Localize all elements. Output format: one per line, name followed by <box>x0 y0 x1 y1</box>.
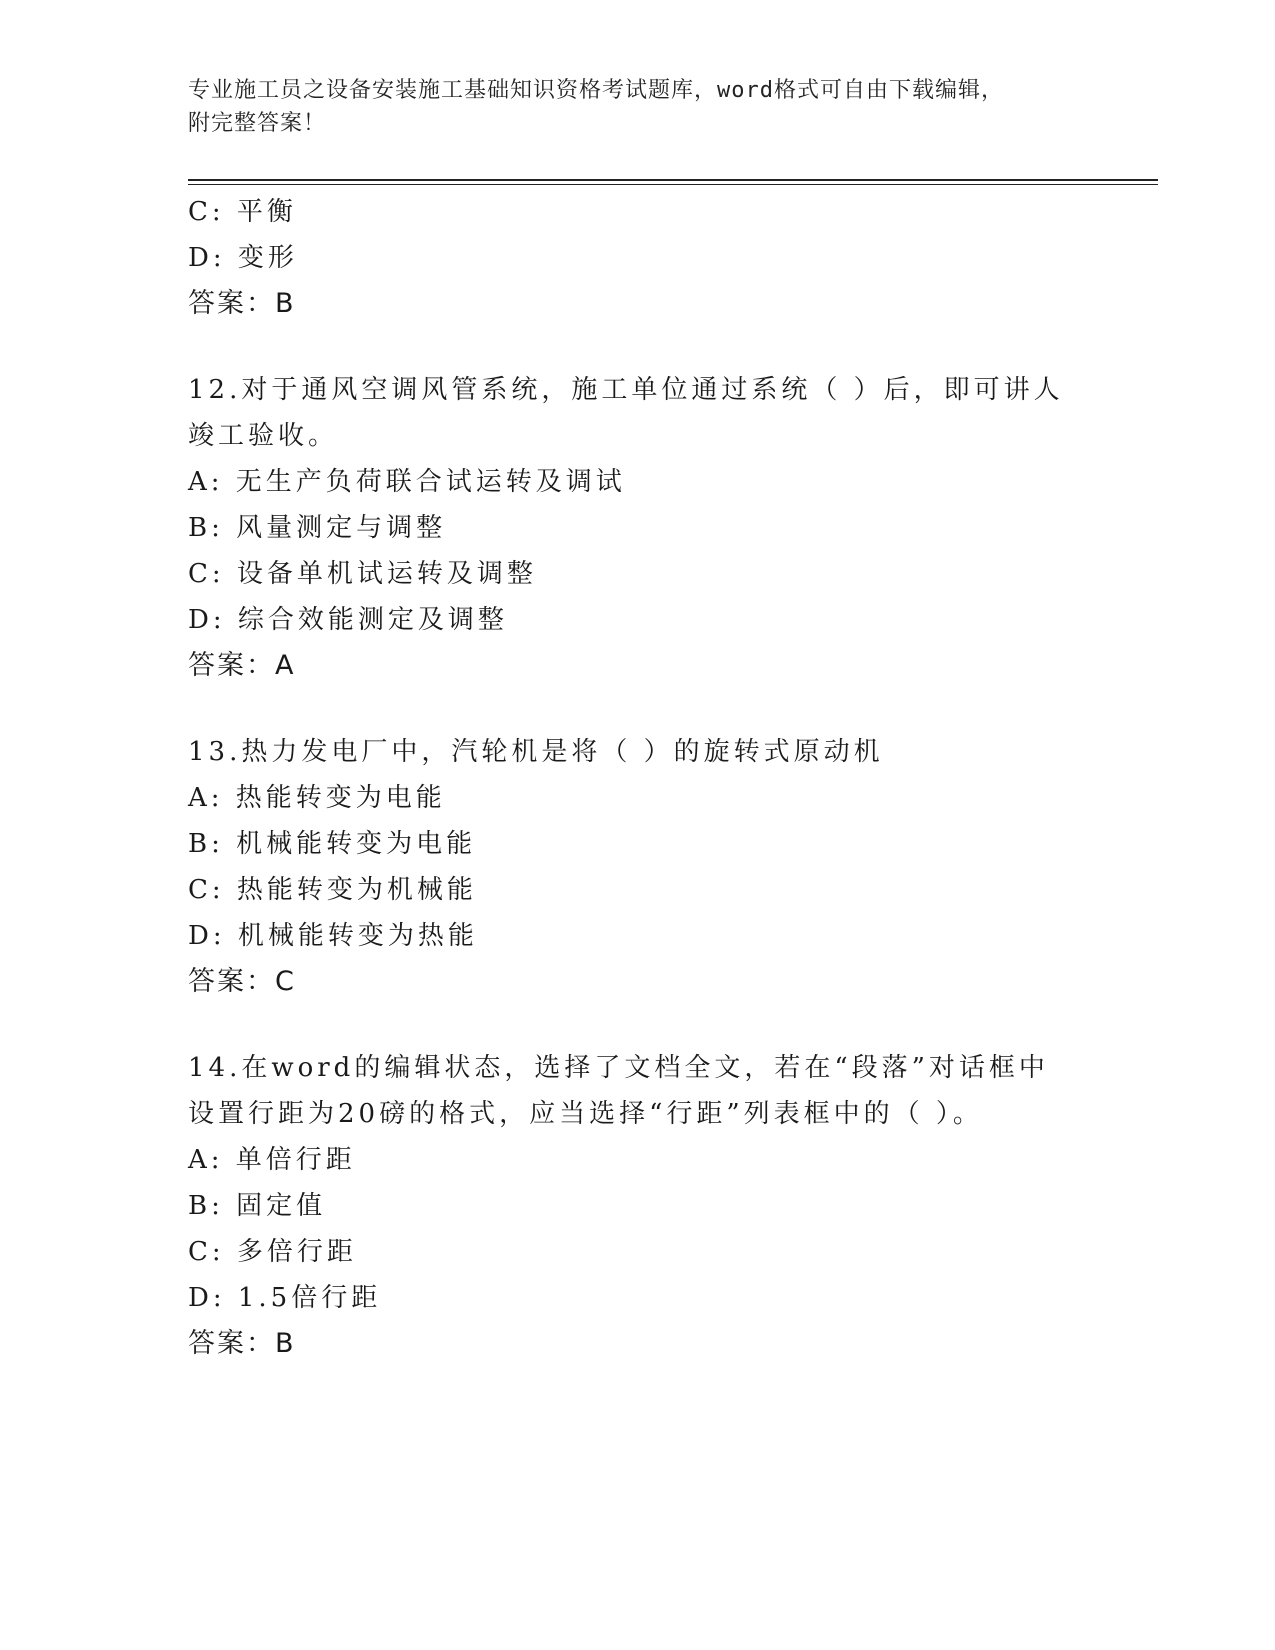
option-c: C: 设备单机试运转及调整 <box>188 559 537 589</box>
option-d: D: 1.5倍行距 <box>188 1283 382 1313</box>
option-c: C: 热能转变为机械能 <box>188 875 477 905</box>
answer: 答案：A <box>188 650 296 681</box>
option-d: D: 综合效能测定及调整 <box>188 605 508 635</box>
document-body <box>188 189 1108 1367</box>
option-a: A: 热能转变为电能 <box>188 783 446 813</box>
question-14 <box>188 1045 1108 1367</box>
header-rule-thick <box>188 179 1158 181</box>
option-a: A: 单倍行距 <box>188 1145 356 1175</box>
option-a: A: 无生产负荷联合试运转及调试 <box>188 467 626 497</box>
option-d: D: 变形 <box>188 243 298 273</box>
option-b: B: 固定值 <box>188 1191 327 1221</box>
option-c: C: 多倍行距 <box>188 1237 357 1267</box>
option-d: D: 机械能转变为热能 <box>188 921 478 951</box>
question-12 <box>188 367 1108 689</box>
option-b: B: 风量测定与调整 <box>188 513 447 543</box>
prev-question-block <box>188 189 1108 327</box>
header-line-2: 附完整答案！ <box>188 111 327 136</box>
question-text: 12.对于通风空调风管系统，施工单位通过系统（ ）后，即可讲人竣工验收。 <box>188 375 1064 451</box>
question-13 <box>188 729 1108 1005</box>
answer: 答案：B <box>188 288 296 319</box>
option-b: B: 机械能转变为电能 <box>188 829 477 859</box>
header-rule-thin <box>188 184 1158 185</box>
document-header <box>188 74 1088 140</box>
header-line-1: 专业施工员之设备安装施工基础知识资格考试题库，word格式可自由下载编辑， <box>188 78 1004 103</box>
answer: 答案：B <box>188 1328 296 1359</box>
answer: 答案：C <box>188 966 296 997</box>
question-text: 14.在word的编辑状态，选择了文档全文，若在“段落”对话框中设置行距为20磅的格式，应当选择“行距”列表框中的（ ）。 <box>188 1053 1049 1129</box>
question-text: 13.热力发电厂中，汽轮机是将（ ）的旋转式原动机 <box>188 737 884 767</box>
option-c: C: 平衡 <box>188 197 297 227</box>
